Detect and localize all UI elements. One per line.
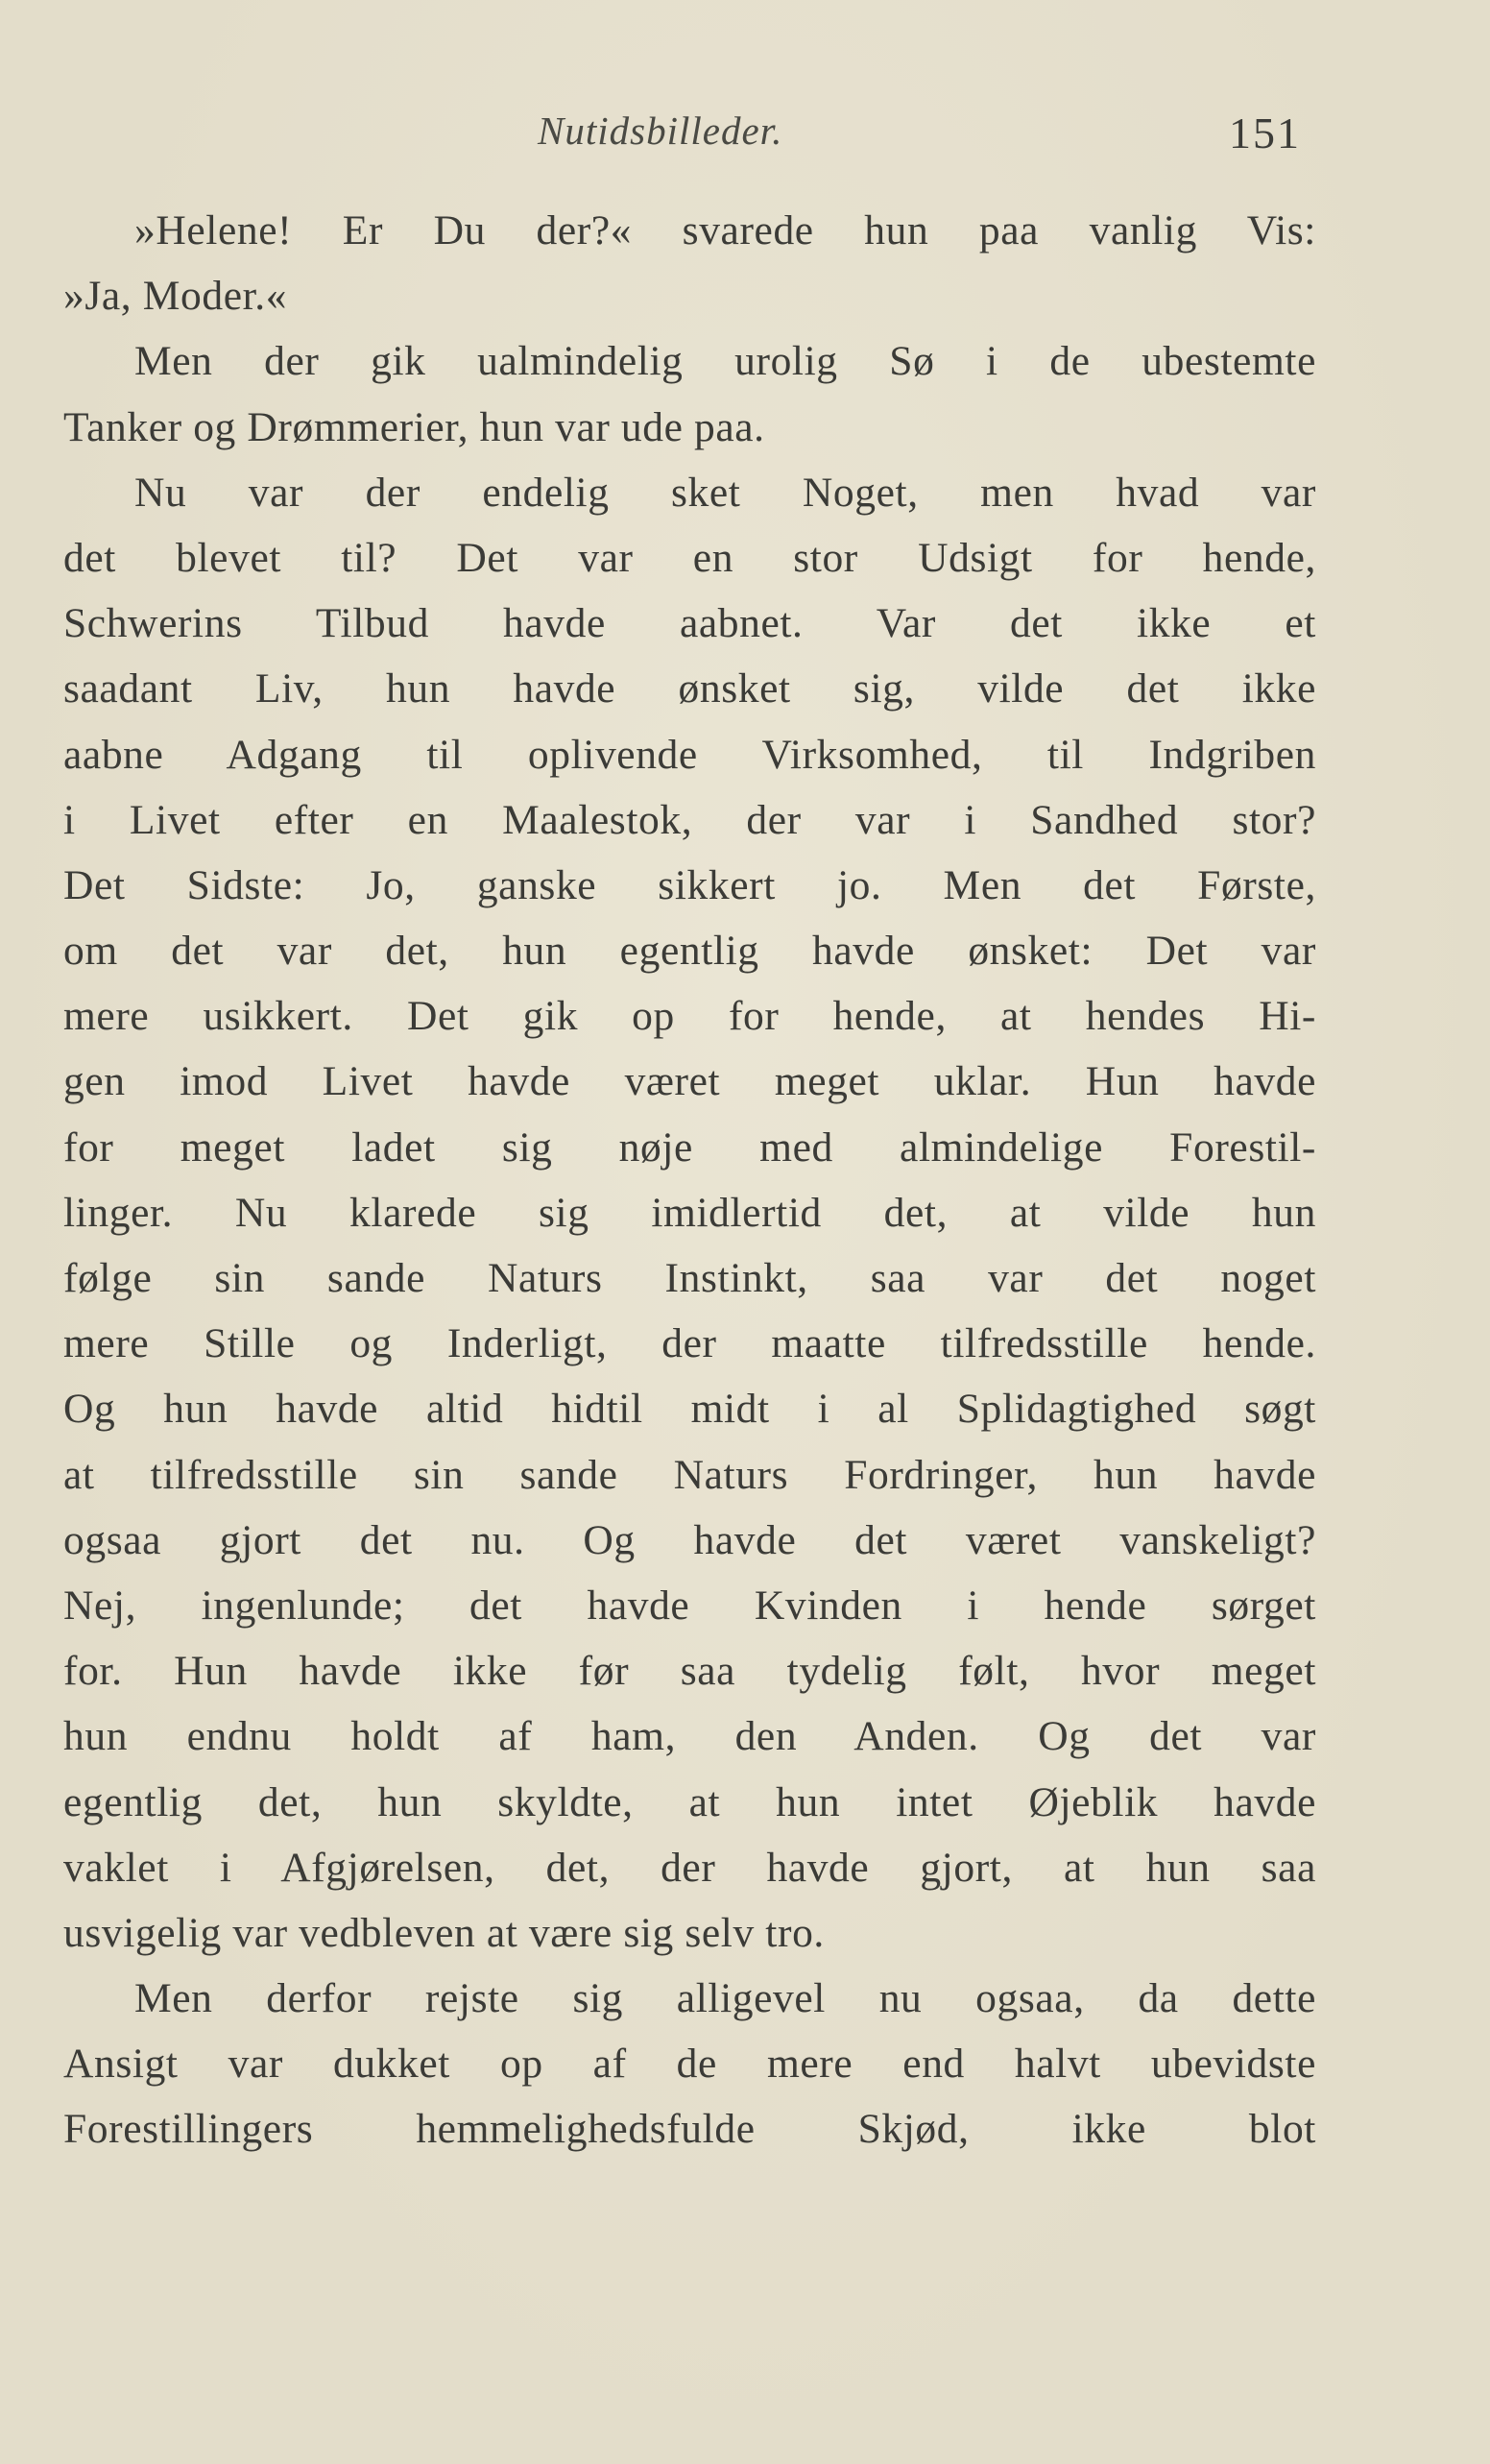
text-line: at tilfredsstille sin sande Naturs Fordringer, hun havde xyxy=(63,1451,1316,1498)
text-line: linger. Nu klarede sig imidlertid det, at vilde hun xyxy=(63,1189,1316,1236)
page-header xyxy=(0,108,1490,165)
page-number: 151 xyxy=(1229,109,1301,157)
text-line: for meget ladet sig nøje med almindelige Forestil- xyxy=(63,1123,1316,1171)
text-line: mere Stille og Inderligt, der maatte tilfredsstille hende. xyxy=(63,1320,1316,1367)
text-line: Og hun havde altid hidtil midt i al Splidagtighed søgt xyxy=(63,1386,1316,1433)
text-line: mere usikkert. Det gik op for hende, at hendes Hi- xyxy=(63,993,1316,1040)
text-line: følge sin sande Naturs Instinkt, saa var det noget xyxy=(63,1255,1316,1301)
text-line: i Livet efter en Maalestok, der var i Sandhed stor? xyxy=(63,796,1316,843)
text-line: Men der gik ualmindelig urolig Sø i de ubestemte xyxy=(134,338,1316,385)
text-line: »Ja, Moder.« xyxy=(63,273,288,320)
text-line: »Helene! Er Du der?« svarede hun paa vanlig Vis: xyxy=(134,207,1316,254)
text-line: saadant Liv, hun havde ønsket sig, vilde det ikke xyxy=(63,665,1316,713)
running-title: Nutidsbilleder. xyxy=(538,109,783,153)
text-line: aabne Adgang til oplivende Virksomhed, til Indgriben xyxy=(63,731,1316,778)
text-line: Schwerins Tilbud havde aabnet. Var det ikke et xyxy=(63,600,1316,647)
text-line: gen imod Livet havde været meget uklar. Hun havde xyxy=(63,1058,1316,1105)
text-line: Det Sidste: Jo, ganske sikkert jo. Men det Første, xyxy=(63,861,1316,908)
text-line: vaklet i Afgjørelsen, det, der havde gjort, at hun saa xyxy=(63,1844,1316,1891)
text-line: ogsaa gjort det nu. Og havde det været vanskeligt? xyxy=(63,1516,1316,1563)
text-line: Forestillingers hemmelighedsfulde Skjød, ikke blot xyxy=(63,2106,1316,2153)
text-line: det blevet til? Det var en stor Udsigt for hende, xyxy=(63,534,1316,581)
text-line: Nu var der endelig sket Noget, men hvad var xyxy=(134,469,1316,516)
text-line: egentlig det, hun skyldte, at hun intet Øjeblik havde xyxy=(63,1778,1316,1825)
text-line: Ansigt var dukket op af de mere end halvt ubevidste xyxy=(63,2041,1316,2088)
text-line: Nej, ingenlunde; det havde Kvinden i hende sørget xyxy=(63,1582,1316,1629)
text-line: usvigelig var vedbleven at være sig selv tro. xyxy=(63,1909,825,1956)
body-text xyxy=(63,198,1316,2162)
text-line: hun endnu holdt af ham, den Anden. Og det var xyxy=(63,1713,1316,1760)
text-line: for. Hun havde ikke før saa tydelig følt, hvor meget xyxy=(63,1648,1316,1695)
text-line: Men derfor rejste sig alligevel nu ogsaa, da dette xyxy=(134,1975,1316,2022)
text-line: Tanker og Drømmerier, hun var ude paa. xyxy=(63,403,765,450)
text-line: om det var det, hun egentlig havde ønsket: Det var xyxy=(63,928,1316,975)
